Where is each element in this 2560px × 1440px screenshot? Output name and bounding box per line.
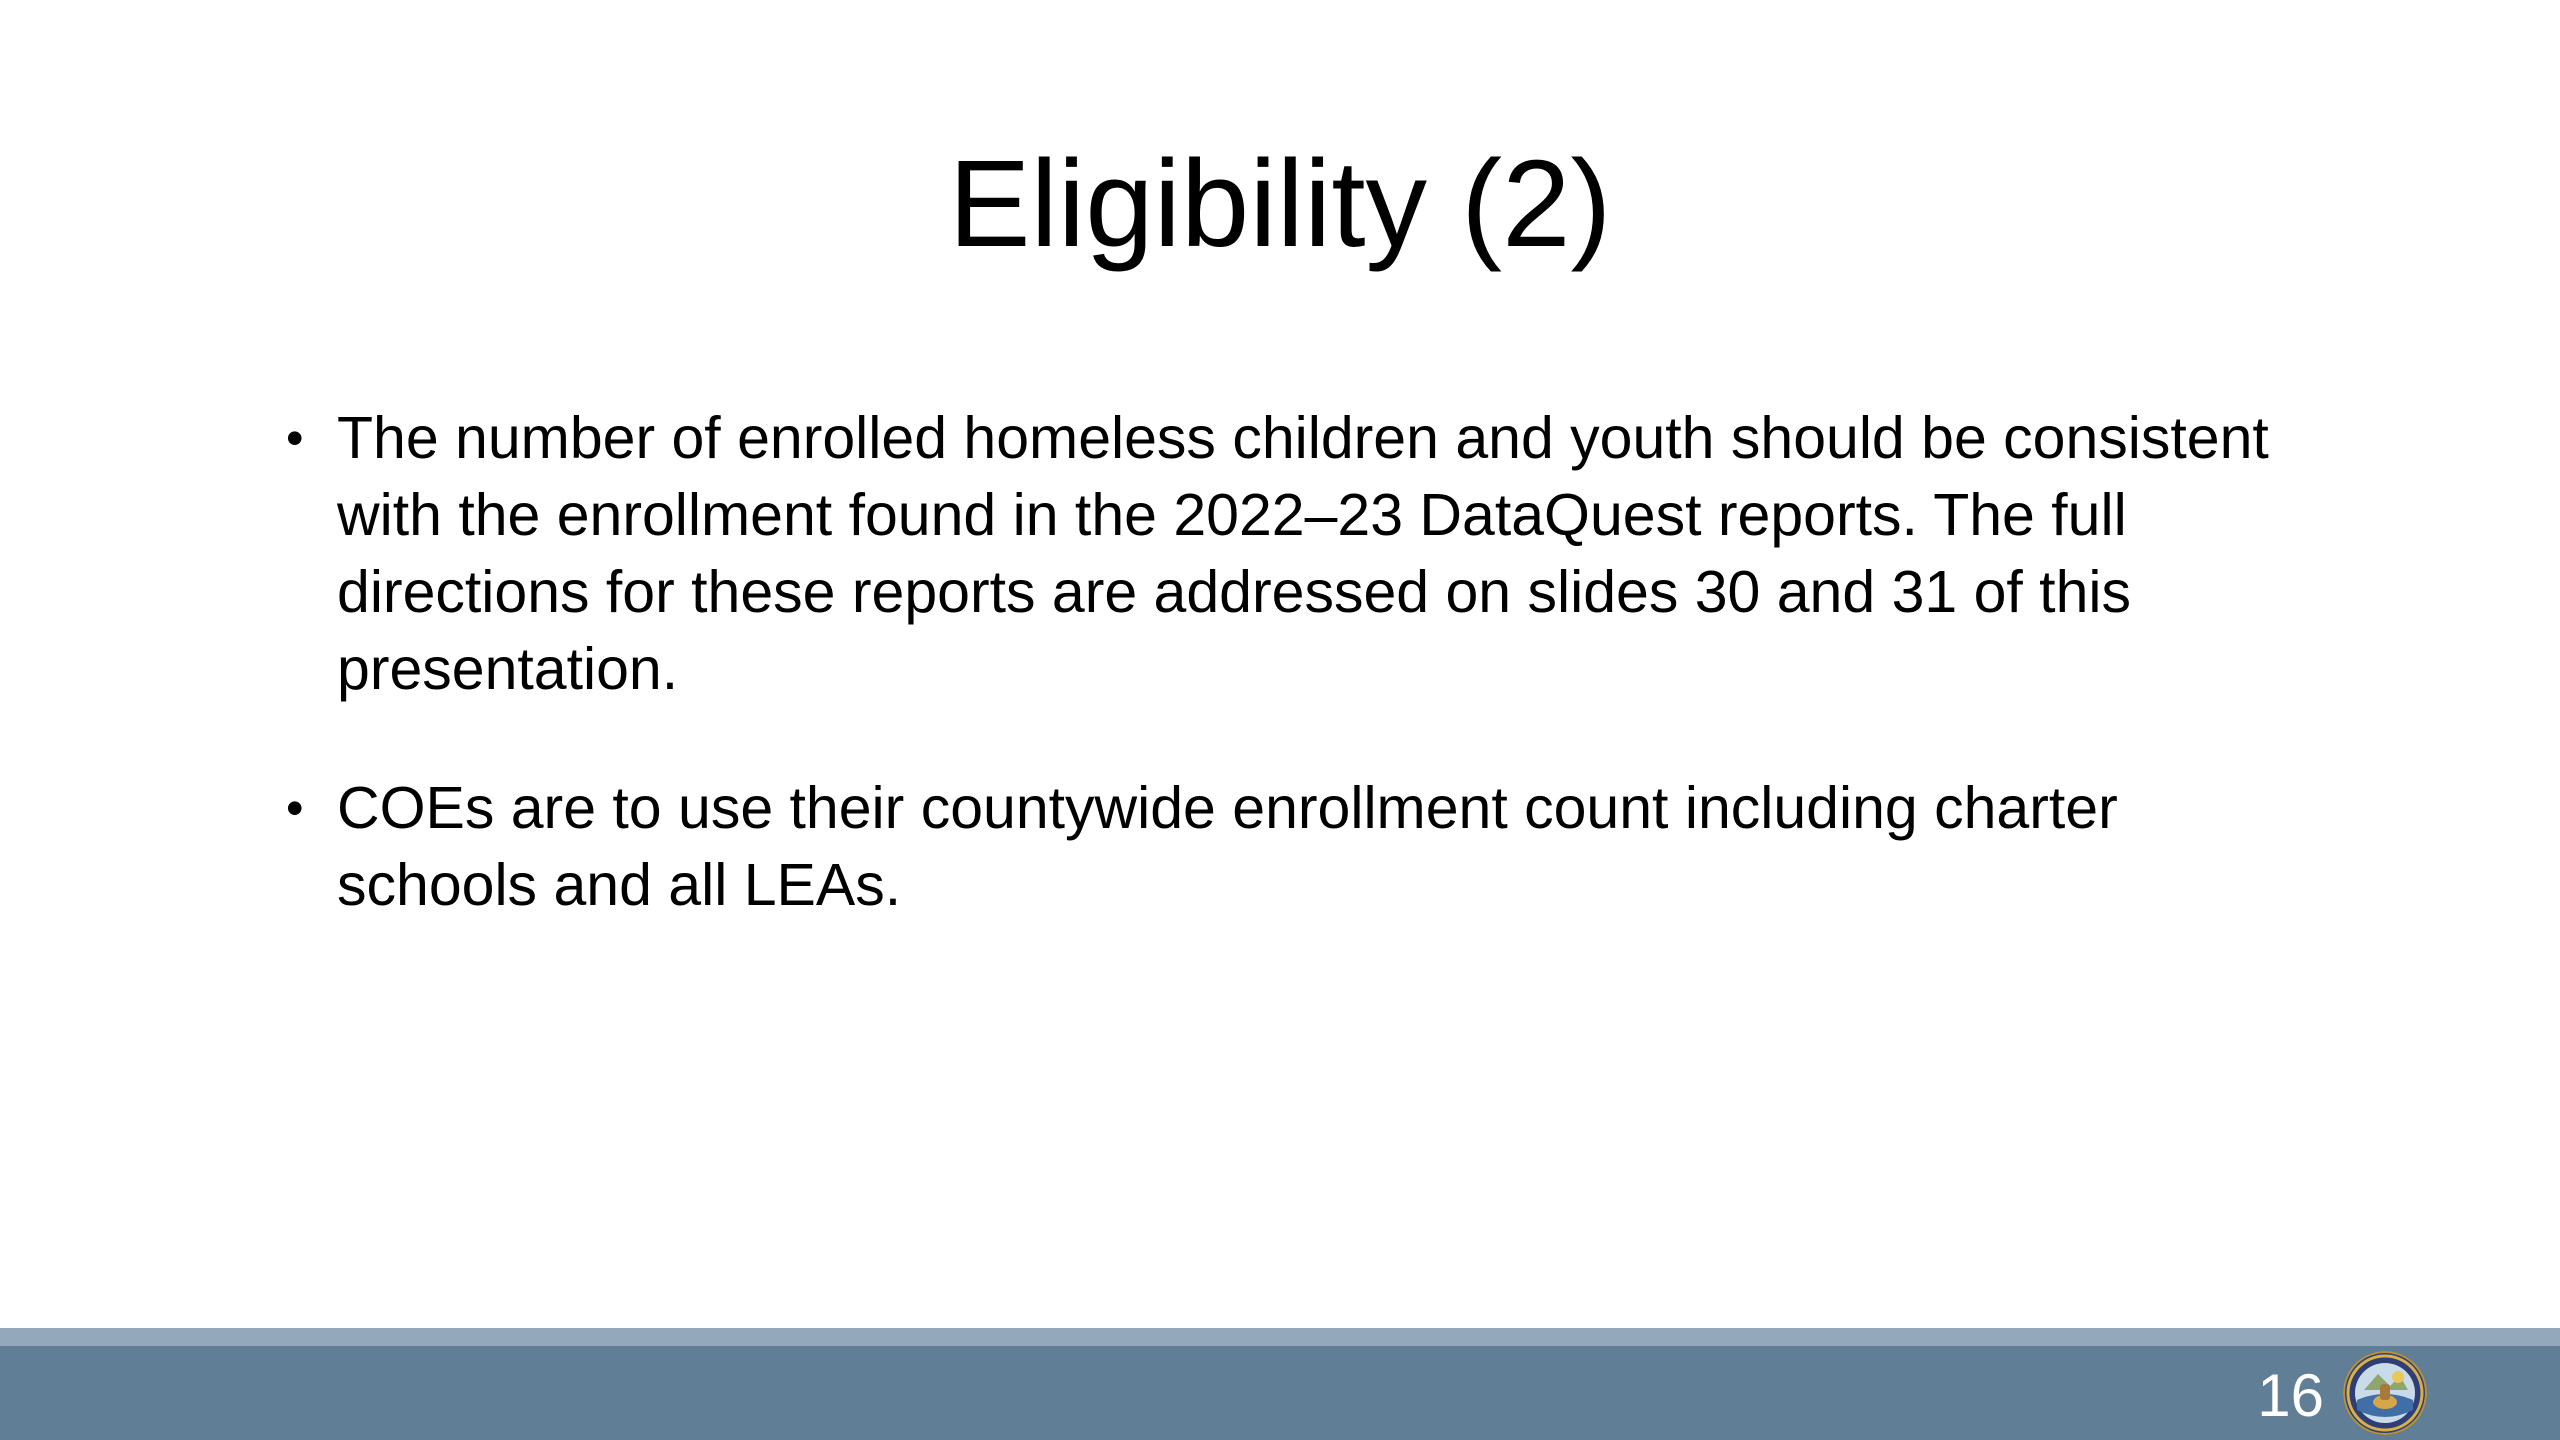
bullet-text: The number of enrolled homeless children and youth should be consistent with the enrollment found in the 2022–23 DataQuest reports. The full directions for these reports are addressed on slides 30 and 31 of this presentation. — [337, 405, 2269, 702]
bullet-item — [276, 770, 2286, 924]
bullet-list — [276, 400, 2286, 986]
bullet-marker: • — [286, 410, 304, 466]
footer-band — [0, 1346, 2560, 1440]
bullet-marker: • — [286, 780, 304, 836]
slide-title: Eligibility (2) — [948, 136, 1612, 273]
footer-band-highlight — [0, 1328, 2560, 1346]
page-number: 16 — [2257, 1362, 2324, 1429]
state-seal-icon — [2342, 1350, 2428, 1436]
bullet-text: COEs are to use their countywide enrollment count including charter schools and all LEAs. — [337, 775, 2118, 918]
bullet-item — [276, 400, 2286, 708]
